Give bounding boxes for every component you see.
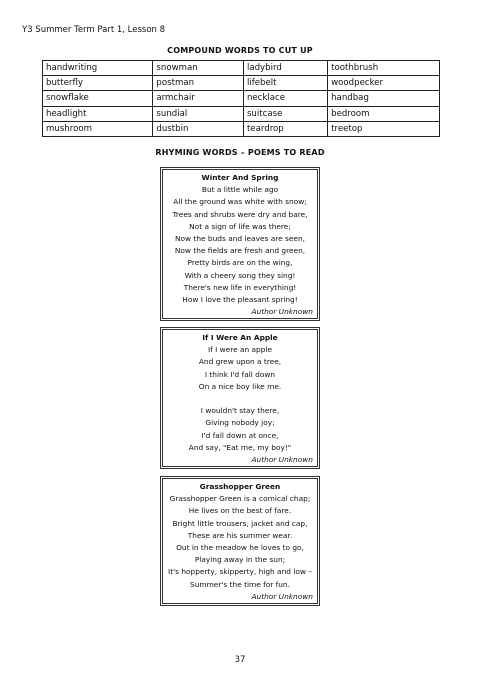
poem-line: Trees and shrubs were dry and bare, [172, 209, 308, 219]
poem-line: He lives on the best of fare. [188, 506, 292, 516]
poem-line: Giving nobody joy; [205, 418, 275, 428]
poem-line: Out in the meadow he loves to go, [176, 543, 304, 553]
poem-title: Winter And Spring [201, 173, 279, 182]
table-cell: bedroom [328, 106, 440, 121]
worksheet-header: Y3 Summer Term Part 1, Lesson 8 [22, 25, 166, 35]
table-row [43, 61, 440, 76]
poem-box-winter-and-spring [160, 167, 320, 321]
table-cell: woodpecker [328, 76, 440, 91]
poem-line: I'd fall down at once, [201, 430, 279, 440]
table-row [43, 91, 440, 106]
poem-line: Pretty birds are on the wing, [187, 258, 293, 268]
stanza-break [163, 393, 317, 405]
poem-line: Summer's the time for fun. [190, 579, 290, 589]
poem-line: But a little while ago [201, 185, 279, 195]
page-number: 37 [234, 655, 246, 665]
rhyming-words-title: RHYMING WORDS – POEMS TO READ [155, 148, 325, 157]
poem-line: With a cheery song they sing! [184, 270, 296, 280]
poem-line: Now the buds and leaves are seen, [175, 234, 305, 244]
poem-line: Bright little trousers, jacket and cap, [172, 518, 308, 528]
poem-box-if-i-were-an-apple [160, 327, 320, 469]
table-cell: suitcase [243, 106, 327, 121]
poem-author: Author Unknown [251, 455, 313, 465]
table-cell: teardrop [243, 121, 327, 136]
poem-line: And say, "Eat me, my boy!" [188, 442, 292, 452]
table-cell: snowflake [43, 91, 153, 106]
poem-box-grasshopper-green [160, 476, 320, 606]
table-cell: headlight [43, 106, 153, 121]
table-row [43, 76, 440, 91]
table-cell: ladybird [243, 61, 327, 76]
poem-line: How I love the pleasant spring! [182, 295, 298, 305]
table-cell: lifebelt [243, 76, 327, 91]
poem-line: I wouldn't stay there, [200, 406, 280, 416]
compound-words-title: COMPOUND WORDS TO CUT UP [167, 46, 313, 55]
table-cell: snowman [153, 61, 244, 76]
table-row [43, 106, 440, 121]
table-cell: dustbin [153, 121, 244, 136]
table-cell: butterfly [43, 76, 153, 91]
poem-line: Now the fields are fresh and green, [174, 246, 306, 256]
poem-author: Author Unknown [251, 307, 313, 317]
compound-words-table [42, 60, 440, 137]
table-cell: armchair [153, 91, 244, 106]
table-cell: handbag [328, 91, 440, 106]
poem-author: Author Unknown [251, 591, 313, 601]
poem-line: If I were an apple [207, 345, 273, 355]
poem-line: Playing away in the sun; [194, 555, 286, 565]
poem-line: It's hopperty, skipperty, high and low – [168, 567, 312, 577]
poem-line: Not a sign of life was there; [189, 221, 291, 231]
table-cell: necklace [243, 91, 327, 106]
table-cell: sundial [153, 106, 244, 121]
table-cell: treetop [328, 121, 440, 136]
poem-title: If I Were An Apple [202, 333, 278, 342]
table-cell: toothbrush [328, 61, 440, 76]
poem-line: Grasshopper Green is a comical chap; [169, 494, 311, 504]
poem-line: I think I'd fall down [204, 369, 276, 379]
table-cell: postman [153, 76, 244, 91]
poem-title: Grasshopper Green [199, 482, 281, 491]
table-cell: handwriting [43, 61, 153, 76]
poem-line: And grew upon a tree, [198, 357, 282, 367]
poem-line: On a nice boy like me. [198, 381, 282, 391]
poem-line: These are his summer wear. [187, 530, 293, 540]
poem-line: There's new life in everything! [183, 282, 297, 292]
table-row [43, 121, 440, 136]
poem-line: All the ground was white with snow; [173, 197, 307, 207]
table-cell: mushroom [43, 121, 153, 136]
